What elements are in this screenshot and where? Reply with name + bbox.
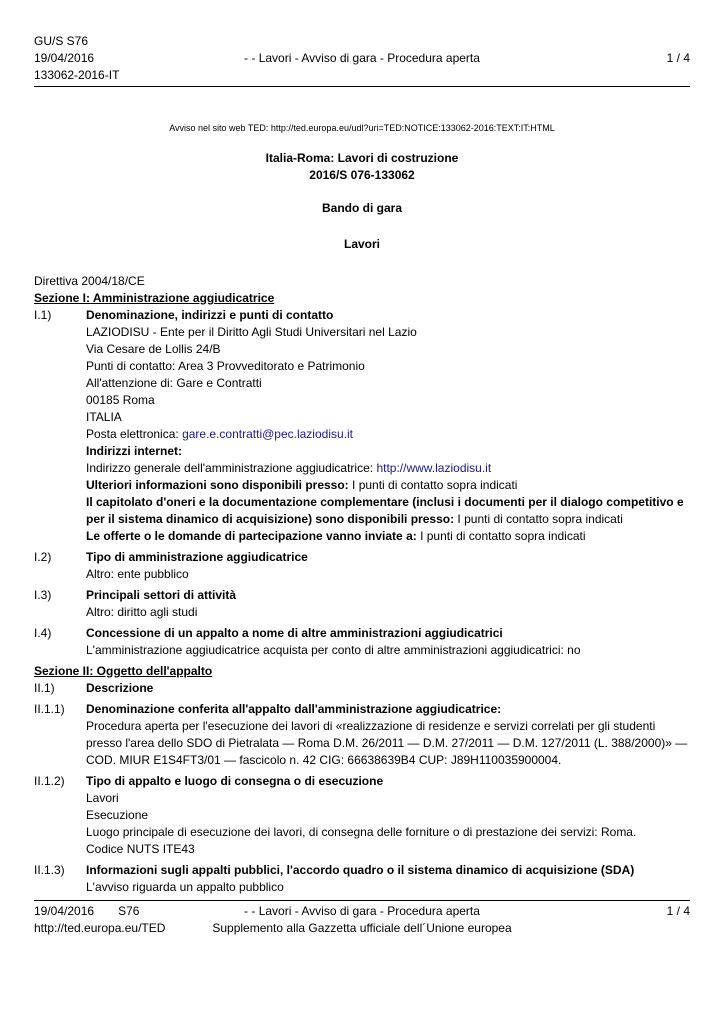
page-header <box>34 33 690 86</box>
item-number: I.3) <box>34 588 52 602</box>
item-number: I.4) <box>34 626 52 640</box>
section-ii13 <box>34 862 694 896</box>
ted-notice-line: Avviso nel sito web TED: http://ted.europa.eu/udl?uri=TED:NOTICE:133062-2016:TEXT:IT:HTML <box>169 123 555 133</box>
nuts-code: Codice NUTS ITE43 <box>86 842 195 856</box>
section-ii1 <box>34 680 694 697</box>
attention-line: All'attenzione di: Gare e Contratti <box>86 376 262 390</box>
internet-heading: Indirizzi internet: <box>86 444 182 458</box>
specs-label: Il capitolato d'oneri e la documentazione complementare (inclusi i documenti per il dialogo competitivo e per il sistema dinamico di acquisizione) sono disponibili presso: <box>86 495 684 526</box>
footer-date: 19/04/2016 <box>34 904 95 918</box>
section-ii12 <box>34 773 694 858</box>
footer-series: S76 <box>118 904 140 918</box>
contract-type: Lavori <box>86 791 119 805</box>
contact-point: Punti di contatto: Area 3 Provveditorato e Patrimonio <box>86 359 365 373</box>
directive: Direttiva 2004/18/CE <box>34 274 145 288</box>
item-number: II.1) <box>34 681 55 695</box>
item-text: Altro: diritto agli studi <box>86 605 198 619</box>
item-number: I.2) <box>34 550 52 564</box>
section-1-heading: Sezione I: Amministrazione aggiudicatrice <box>34 291 275 305</box>
notice-type: Bando di gara <box>321 201 402 215</box>
section-i3 <box>34 587 694 621</box>
email-line <box>86 426 694 443</box>
item-number: I.1) <box>34 308 52 322</box>
item-heading: Concessione di un appalto a nome di altre amministrazioni aggiudicatrici <box>86 626 503 640</box>
footer-page-number: 1 / 4 <box>666 904 690 918</box>
item-text: L'amministrazione aggiudicatrice acquista per conto di altre amministrazioni aggiudicatrici: no <box>86 643 581 657</box>
section-i1 <box>34 307 694 545</box>
footer-title: - - Lavori - Avviso di gara - Procedura aperta <box>244 904 480 918</box>
footer-url[interactable]: http://ted.europa.eu/TED <box>34 921 166 935</box>
section-2-heading: Sezione II: Oggetto dell'appalto <box>34 664 213 678</box>
tenders-line <box>86 528 694 545</box>
notice-category: Lavori <box>343 237 380 251</box>
header-ref: 133062-2016-IT <box>34 68 120 82</box>
tenders-label: Le offerte o le domande di partecipazione vanno inviate a: <box>86 529 417 543</box>
item-text: L'avviso riguarda un appalto pubblico <box>86 880 284 894</box>
notice-number: 2016/S 076-133062 <box>309 168 415 182</box>
tenders-value: I punti di contatto sopra indicati <box>420 529 586 543</box>
header-series: GU/S S76 <box>34 34 89 48</box>
item-heading: Informazioni sugli appalti pubblici, l'accordo quadro o il sistema dinamico di acquisizione (SDA) <box>86 863 635 877</box>
header-rule <box>34 86 690 87</box>
item-heading: Denominazione conferita all'appalto dall'amministrazione aggiudicatrice: <box>86 702 502 716</box>
specs-line <box>86 494 694 528</box>
item-number: II.1.1) <box>34 702 65 716</box>
header-title: - - Lavori - Avviso di gara - Procedura aperta <box>244 51 480 65</box>
authority-name: LAZIODISU - Ente per il Diritto Agli Studi Universitari nel Lazio <box>86 325 417 339</box>
further-info-value: I punti di contatto sopra indicati <box>352 478 518 492</box>
contract-title-text: Procedura aperta per l'esecuzione dei lavori di «realizzazione di residenze e servizi correlati per gli studenti presso l'area dello SDO di Pietralata — Roma D.M. 26/2011 — D.M. 27/2011 — D.M. 127/2011 (L. 388/2000)» — COD. MIUR E1S4FT3/01 — fascicolo n. 42 CIG: 66638639B4 CUP: J89H110035900004. <box>86 719 688 767</box>
authority-country: ITALIA <box>86 410 122 424</box>
general-address-line <box>86 460 694 477</box>
section-i4 <box>34 625 694 659</box>
section-ii11 <box>34 701 694 769</box>
authority-street: Via Cesare de Lollis 24/B <box>86 342 221 356</box>
email-label: Posta elettronica: <box>86 427 179 441</box>
item-heading: Tipo di amministrazione aggiudicatrice <box>86 550 308 564</box>
website-link[interactable]: http://www.laziodisu.it <box>376 461 492 475</box>
header-date: 19/04/2016 <box>34 51 95 65</box>
item-heading: Descrizione <box>86 681 154 695</box>
document-body <box>34 273 694 896</box>
footer-rule <box>34 900 690 901</box>
email-link[interactable]: gare.e.contratti@pec.laziodisu.it <box>182 427 353 441</box>
item-heading: Tipo di appalto e luogo di consegna o di esecuzione <box>86 774 384 788</box>
item-number: II.1.3) <box>34 863 65 877</box>
general-address-label: Indirizzo generale dell'amministrazione aggiudicatrice: <box>86 461 374 475</box>
further-info-label: Ulteriori informazioni sono disponibili presso: <box>86 478 349 492</box>
item-number: II.1.2) <box>34 774 65 788</box>
execution-place: Luogo principale di esecuzione dei lavori, di consegna delle forniture o di prestazione dei servizi: Roma. <box>86 825 637 839</box>
item-heading: Principali settori di attività <box>86 588 237 602</box>
header-page-number: 1 / 4 <box>666 51 690 65</box>
contract-subtype: Esecuzione <box>86 808 149 822</box>
item-text: Altro: ente pubblico <box>86 567 189 581</box>
specs-value: I punti di contatto sopra indicati <box>457 512 623 526</box>
item-heading: Denominazione, indirizzi e punti di contatto <box>86 308 334 322</box>
authority-city: 00185 Roma <box>86 393 155 407</box>
further-info-line <box>86 477 694 494</box>
notice-title: Italia-Roma: Lavori di costruzione <box>265 151 459 165</box>
section-i2 <box>34 549 694 583</box>
footer-supplement: Supplemento alla Gazzetta ufficiale dell´Unione europea <box>212 921 512 935</box>
